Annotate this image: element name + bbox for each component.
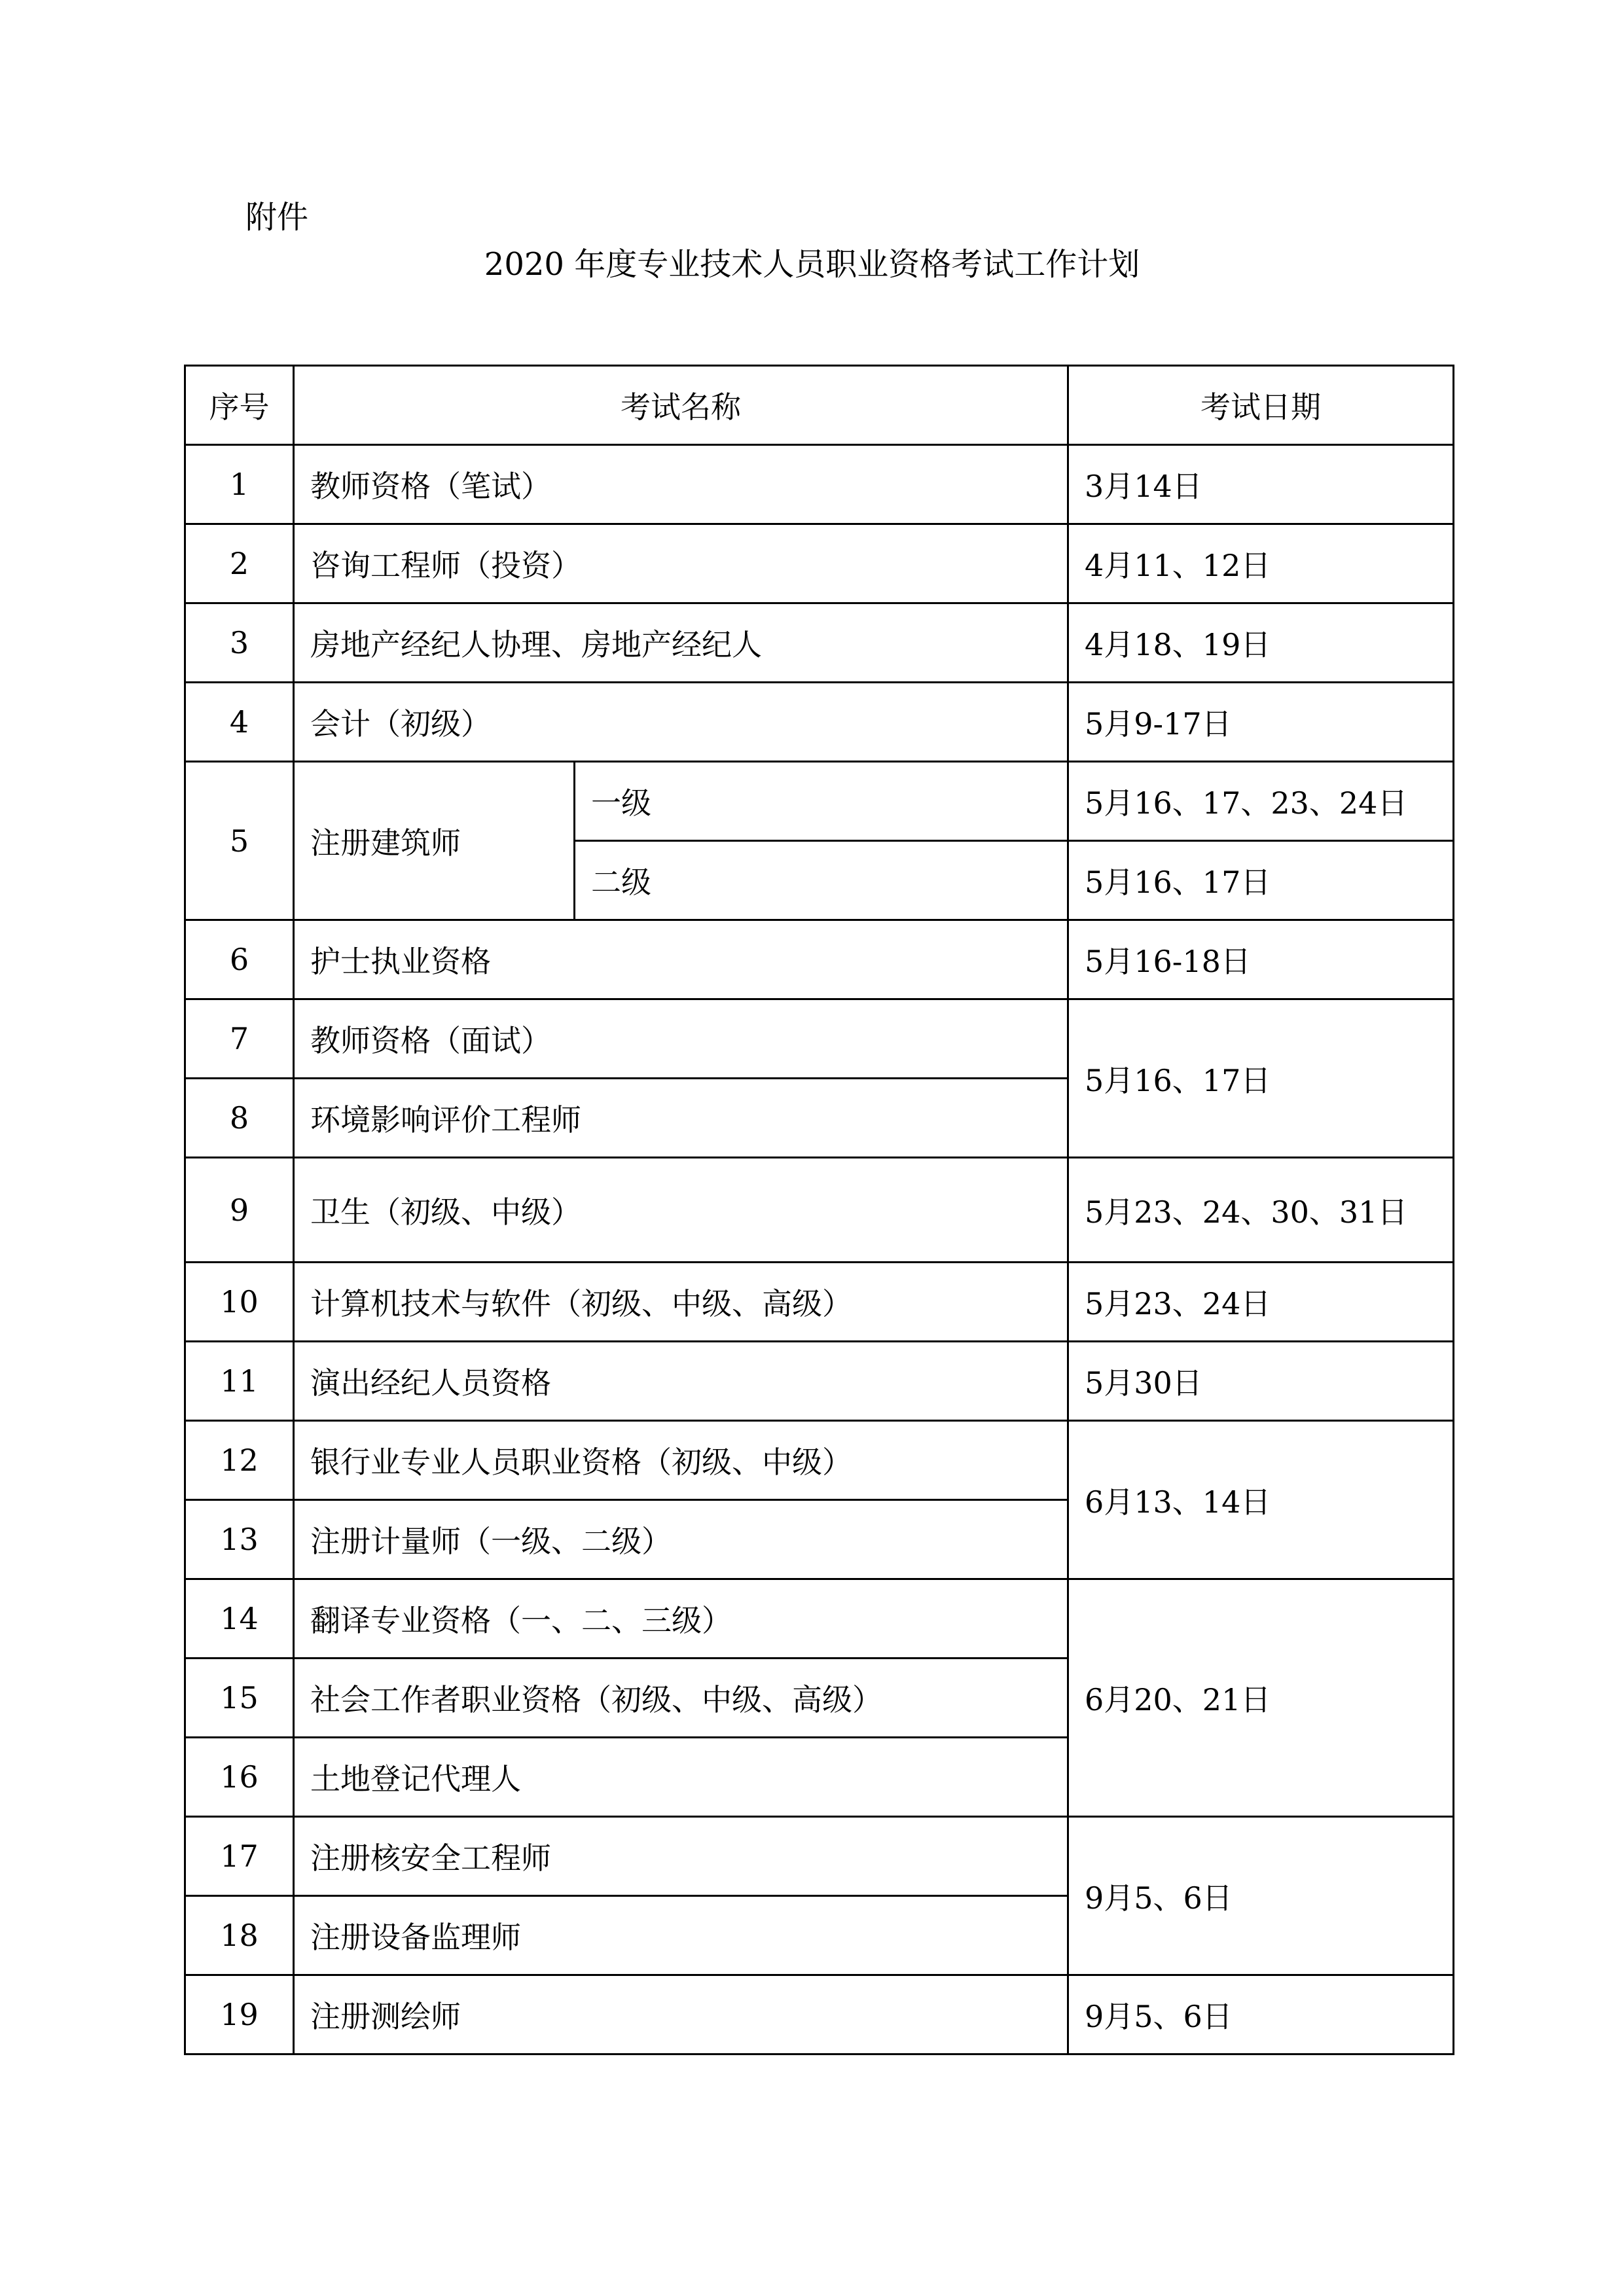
column-header-index: 序号: [185, 366, 294, 445]
exam-date: 5月30日: [1068, 1342, 1454, 1421]
exam-name: 注册测绘师: [294, 1975, 1068, 2054]
row-number: 15: [185, 1659, 294, 1738]
exam-name: 土地登记代理人: [294, 1738, 1068, 1817]
exam-date: 5月16、17日: [1068, 841, 1454, 920]
exam-date: 3月14日: [1068, 445, 1454, 524]
row-number: 12: [185, 1421, 294, 1500]
exam-date: 5月16、17、23、24日: [1068, 762, 1454, 841]
row-number: 19: [185, 1975, 294, 2054]
row-number: 4: [185, 683, 294, 762]
exam-name: 计算机技术与软件（初级、中级、高级）: [294, 1263, 1068, 1342]
row-number: 9: [185, 1158, 294, 1263]
row-number: 3: [185, 603, 294, 683]
exam-sub-level: 二级: [575, 841, 1068, 920]
table-row: [185, 1158, 1454, 1263]
attachment-label: 附件: [245, 199, 309, 236]
table-row: [185, 920, 1454, 999]
column-header-date: 考试日期: [1068, 366, 1454, 445]
exam-name: 注册建筑师: [294, 762, 575, 920]
exam-date: 4月11、12日: [1068, 524, 1454, 603]
document-title: 2020 年度专业技术人员职业资格考试工作计划: [484, 246, 1140, 283]
table-row: [185, 445, 1454, 524]
row-number: 18: [185, 1896, 294, 1975]
column-header-name: 考试名称: [294, 366, 1068, 445]
exam-name: 咨询工程师（投资）: [294, 524, 1068, 603]
exam-name: 卫生（初级、中级）: [294, 1158, 1068, 1263]
exam-date: 5月23、24、30、31日: [1068, 1158, 1454, 1263]
row-number: 13: [185, 1500, 294, 1579]
exam-name: 翻译专业资格（一、二、三级）: [294, 1579, 1068, 1659]
exam-schedule-table: [184, 365, 1454, 2055]
row-number: 8: [185, 1079, 294, 1158]
row-number: 1: [185, 445, 294, 524]
table-row: [185, 603, 1454, 683]
row-number: 10: [185, 1263, 294, 1342]
exam-date: 6月20、21日: [1068, 1579, 1454, 1817]
exam-name: 银行业专业人员职业资格（初级、中级）: [294, 1421, 1068, 1500]
exam-sub-level: 一级: [575, 762, 1068, 841]
row-number: 14: [185, 1579, 294, 1659]
exam-name: 环境影响评价工程师: [294, 1079, 1068, 1158]
row-number: 17: [185, 1817, 294, 1896]
exam-date: 4月18、19日: [1068, 603, 1454, 683]
table-row: [185, 1421, 1454, 1500]
table-row: [185, 683, 1454, 762]
row-number: 11: [185, 1342, 294, 1421]
exam-name: 教师资格（面试）: [294, 999, 1068, 1079]
table-row: [185, 1579, 1454, 1659]
table-row: [185, 762, 1454, 841]
exam-date: 5月16-18日: [1068, 920, 1454, 999]
exam-date: 5月9-17日: [1068, 683, 1454, 762]
table-row: [185, 1263, 1454, 1342]
table-row: [185, 1817, 1454, 1896]
exam-name: 教师资格（笔试）: [294, 445, 1068, 524]
exam-name: 房地产经纪人协理、房地产经纪人: [294, 603, 1068, 683]
exam-name: 护士执业资格: [294, 920, 1068, 999]
exam-name: 注册核安全工程师: [294, 1817, 1068, 1896]
table-row: [185, 524, 1454, 603]
exam-date: 5月23、24日: [1068, 1263, 1454, 1342]
exam-name: 演出经纪人员资格: [294, 1342, 1068, 1421]
exam-name: 注册计量师（一级、二级）: [294, 1500, 1068, 1579]
table-header-row: [185, 366, 1454, 445]
row-number: 2: [185, 524, 294, 603]
exam-name: 社会工作者职业资格（初级、中级、高级）: [294, 1659, 1068, 1738]
exam-date: 6月13、14日: [1068, 1421, 1454, 1579]
exam-date: 9月5、6日: [1068, 1817, 1454, 1975]
row-number: 7: [185, 999, 294, 1079]
exam-name: 会计（初级）: [294, 683, 1068, 762]
exam-date: 9月5、6日: [1068, 1975, 1454, 2054]
exam-name: 注册设备监理师: [294, 1896, 1068, 1975]
table-row: [185, 1342, 1454, 1421]
exam-date: 5月16、17日: [1068, 999, 1454, 1158]
row-number: 6: [185, 920, 294, 999]
row-number: 5: [185, 762, 294, 920]
table-row: [185, 1975, 1454, 2054]
table-row: [185, 999, 1454, 1079]
row-number: 16: [185, 1738, 294, 1817]
